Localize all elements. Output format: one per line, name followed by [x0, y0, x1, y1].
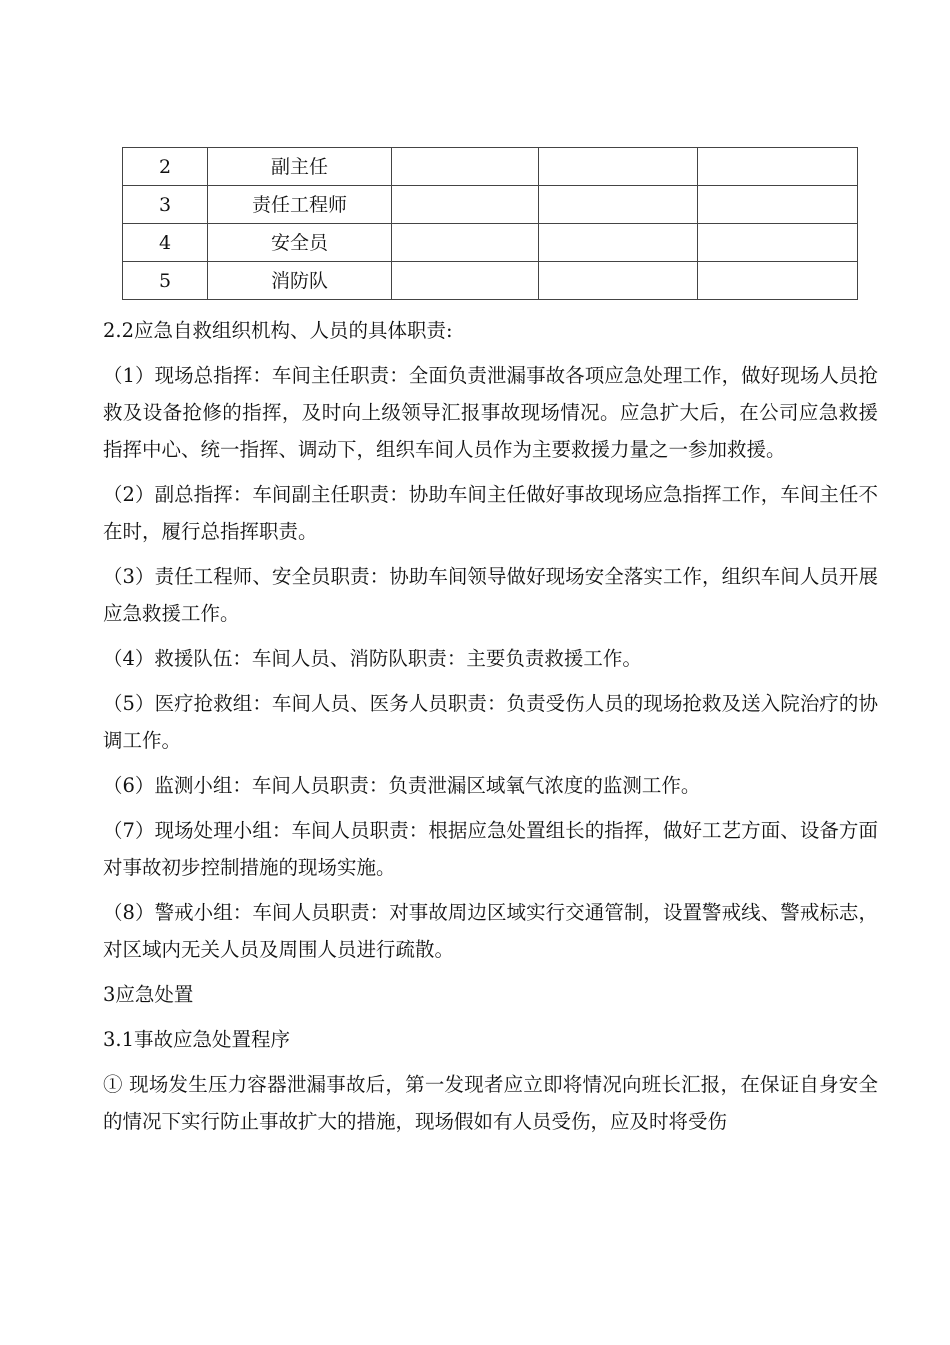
- duty-item-1: （1）现场总指挥：车间主任职责：全面负责泄漏事故各项应急处理工作，做好现场人员抢救及设备抢修的指挥，及时向上级领导汇报事故现场情况。应急扩大后，在公司应急救援指挥中心、统一指挥、调动下，组织车间人员作为主要救援力量之一参加救援。: [103, 364, 878, 461]
- row-role: 消防队: [208, 262, 392, 300]
- row-role: 安全员: [208, 224, 392, 262]
- duty-item-8: （8）警戒小组：车间人员职责：对事故周边区域实行交通管制，设置警戒线、警戒标志，对区域内无关人员及周围人员进行疏散。: [103, 901, 878, 961]
- table-row: [123, 262, 858, 300]
- table-row: [123, 224, 858, 262]
- empty-cell: [392, 224, 539, 262]
- empty-cell: [698, 224, 858, 262]
- table-row: [123, 148, 858, 186]
- empty-cell: [392, 186, 539, 224]
- empty-cell: [539, 186, 698, 224]
- duty-item-5: （5）医疗抢救组：车间人员、医务人员职责：负责受伤人员的现场抢救及送入院治疗的协调工作。: [103, 692, 878, 752]
- document-body: [103, 312, 878, 1148]
- empty-cell: [698, 262, 858, 300]
- duty-item-7: （7）现场处理小组：车间人员职责：根据应急处置组长的指挥，做好工艺方面、设备方面对事故初步控制措施的现场实施。: [103, 819, 878, 879]
- section-heading-2-2: 2.2应急自救组织机构、人员的具体职责:: [103, 319, 453, 342]
- duty-item-3: （3）责任工程师、安全员职责：协助车间领导做好现场安全落实工作，组织车间人员开展应急救援工作。: [103, 565, 878, 625]
- empty-cell: [392, 262, 539, 300]
- empty-cell: [539, 148, 698, 186]
- empty-cell: [698, 186, 858, 224]
- row-number: 2: [123, 148, 208, 186]
- empty-cell: [539, 262, 698, 300]
- duty-item-4: （4）救援队伍：车间人员、消防队职责：主要负责救援工作。: [103, 647, 642, 670]
- row-number: 4: [123, 224, 208, 262]
- empty-cell: [392, 148, 539, 186]
- duty-item-6: （6）监测小组：车间人员职责：负责泄漏区域氧气浓度的监测工作。: [103, 774, 701, 797]
- row-role: 副主任: [208, 148, 392, 186]
- empty-cell: [539, 224, 698, 262]
- row-role: 责任工程师: [208, 186, 392, 224]
- personnel-table: [122, 147, 858, 300]
- section-heading-3: 3应急处置: [103, 983, 194, 1006]
- procedure-paragraph: ① 现场发生压力容器泄漏事故后，第一发现者应立即将情况向班长汇报，在保证自身安全的情况下实行防止事故扩大的措施，现场假如有人员受伤，应及时将受伤: [103, 1073, 878, 1133]
- empty-cell: [698, 148, 858, 186]
- table-row: [123, 186, 858, 224]
- section-heading-3-1: 3.1事故应急处置程序: [103, 1028, 291, 1051]
- row-number: 3: [123, 186, 208, 224]
- row-number: 5: [123, 262, 208, 300]
- duty-item-2: （2）副总指挥：车间副主任职责：协助车间主任做好事故现场应急指挥工作，车间主任不在时，履行总指挥职责。: [103, 483, 878, 543]
